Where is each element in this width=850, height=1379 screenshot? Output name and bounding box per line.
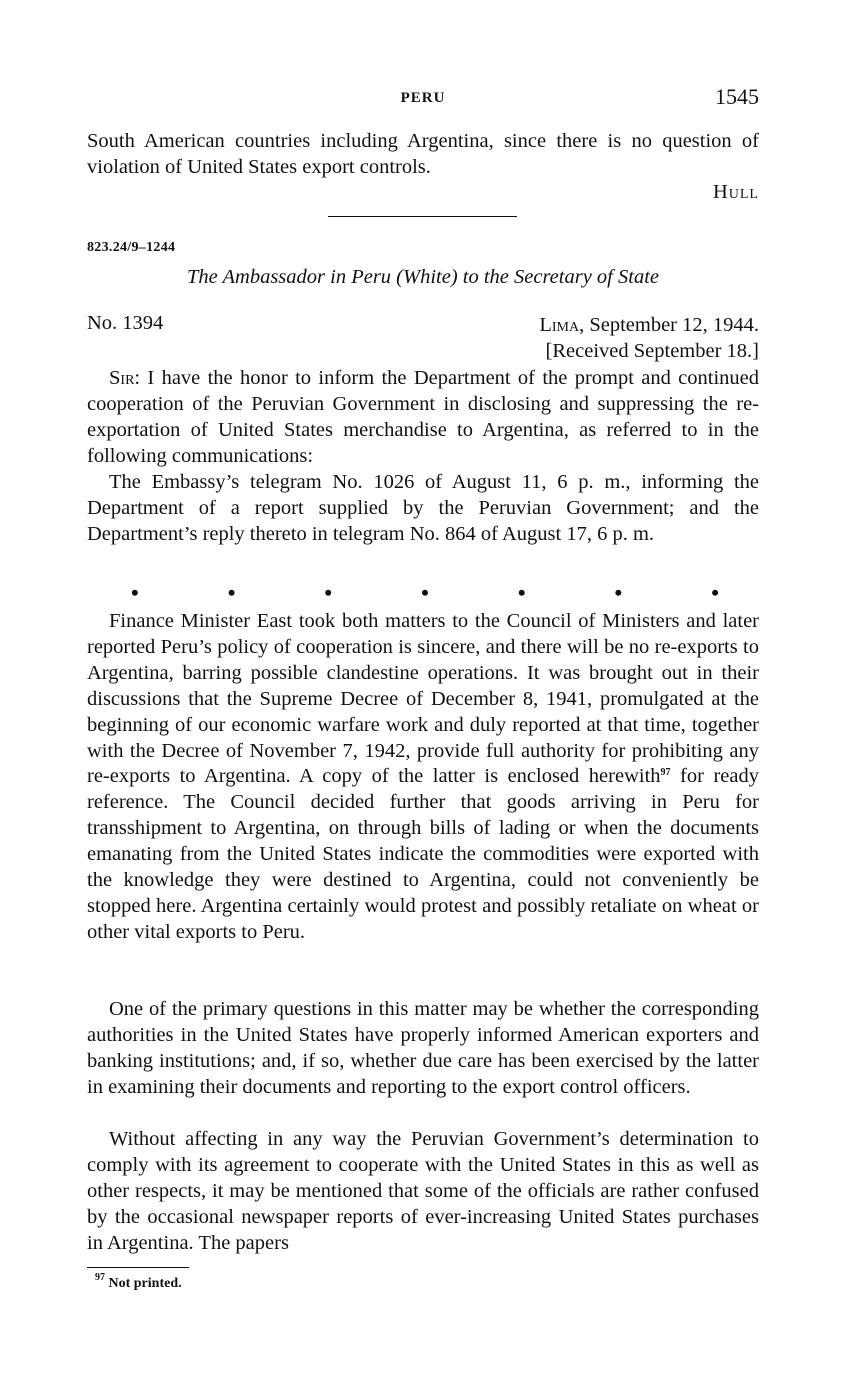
omission-dots — [131, 580, 719, 606]
place: Lima — [539, 314, 580, 336]
section-divider — [328, 216, 517, 217]
paragraph-3-text-b: for ready reference. The Council decided further that goods arriving in Peru for transshipment to Argentina, on through bills of lading or when the documents emanating from the United States indicate the commodities were exported with the knowledge they were destined to Argentina, could not conveniently be stopped here. Argentina certainly would protest and possibly retaliate on wheat or other vital exports to Peru. — [87, 765, 759, 943]
file-number: 823.24/9–1244 — [87, 240, 176, 255]
paragraph-1-text: : I have the honor to inform the Department of the prompt and continued cooperation of the Peruvian Government in disclosing and suppressing the re-exportation of United States merchandise to Argentina, as referred to in the following communications: — [87, 367, 759, 467]
running-title: PERU — [400, 90, 446, 106]
paragraph-1 — [87, 366, 759, 470]
omission-dot: • — [421, 580, 429, 605]
received-date: [Received September 18.] — [545, 340, 759, 362]
paragraph-3 — [87, 609, 759, 946]
paragraph-5: Without affecting in any way the Peruvian Government’s determination to comply with its agreement to cooperate with the United States in this as well as other respects, it may be mentioned that some of the officials are rather confused by the occasional newspaper reports of ever-increasing United States purchases in Argentina. The papers — [87, 1128, 759, 1254]
signature: Hull — [712, 181, 759, 203]
omission-dot: • — [517, 580, 526, 605]
date: , September 12, 1944. — [579, 314, 759, 336]
dateline — [539, 312, 759, 364]
omission-dot: • — [131, 580, 139, 605]
omission-dot: • — [324, 580, 333, 605]
omission-dot: • — [711, 580, 719, 605]
salutation: Sir — [109, 367, 135, 389]
omission-dot: • — [227, 580, 236, 605]
paragraph-3-text-a: Finance Minister East took both matters to the Council of Ministers and later reported Peru’s policy of cooperation is sincere, and there will be no re-exports to Argentina, barring possible clandestine operations. It was brought out in their discussions that the Supreme Decree of December 8, 1941, promulgated at the beginning of our economic warfare work and duly reported at that time, together with the Decree of November 7, 1942, provide full authority for prohibiting any re-exports to Argentina. A copy of the latter is enclosed herewith — [87, 610, 759, 788]
footnote-marker: 97 — [95, 1272, 105, 1283]
despatch-number: No. 1394 — [87, 312, 164, 334]
paragraph-4: One of the primary questions in this matter may be whether the corresponding authorities in the United States have properly informed American exporters and banking institutions; and, if so, whether due care has been exercised by the latter in examining their documents and reporting to the export control officers. — [87, 998, 759, 1098]
page-number: 1545 — [715, 84, 759, 109]
footnote-divider — [87, 1267, 189, 1268]
page-header — [87, 84, 759, 114]
footnote-text: Not printed. — [105, 1276, 182, 1291]
footnote — [95, 1272, 182, 1292]
date-line — [539, 312, 759, 338]
paragraph-2: The Embassy’s telegram No. 1026 of August 11, 6 p. m., informing the Department of a report supplied by the Peruvian Government; and the Department’s reply thereto in telegram No. 864 of August 17, 6 p. m. — [87, 471, 759, 545]
continuation-paragraph: South American countries including Argentina, since there is no question of violation of United States export controls. — [87, 130, 759, 178]
omission-dot: • — [614, 580, 623, 605]
footnote-reference[interactable]: 97 — [660, 767, 671, 779]
document-title: The Ambassador in Peru (White) to the Secretary of State — [187, 266, 659, 288]
